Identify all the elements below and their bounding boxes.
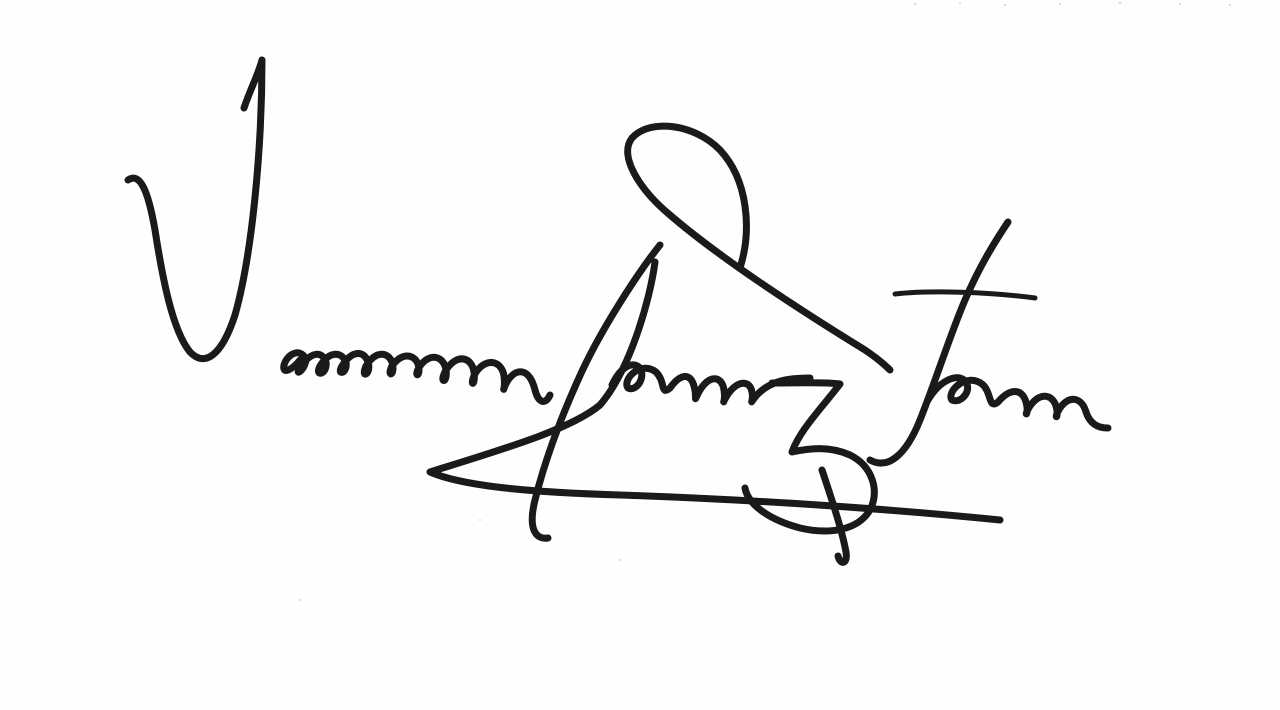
z-descender-stroke — [745, 383, 874, 563]
last-name-initial-stroke — [870, 222, 1008, 463]
first-name-stroke — [284, 353, 550, 402]
last-name-stroke — [928, 378, 1108, 428]
initial-v-stroke — [128, 60, 262, 359]
swash-triangle-stroke — [430, 262, 1000, 520]
large-loop-stroke — [628, 126, 890, 370]
